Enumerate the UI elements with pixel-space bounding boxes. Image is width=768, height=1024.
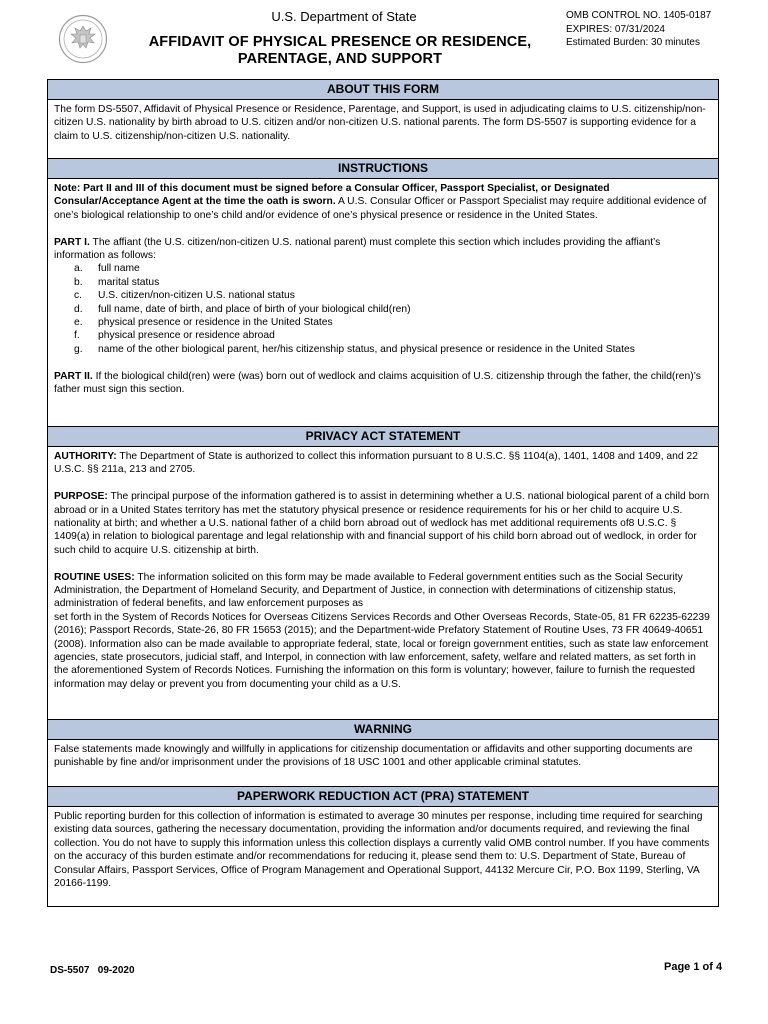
purpose-label: PURPOSE: [54, 491, 108, 503]
note-bold-text: Note: Part II and III of this document must be signed before a Consular Officer, Passport Specialist, or Designated Consular/Acceptance Agent at the time the oath is sworn. [54, 183, 610, 208]
purpose-paragraph [54, 490, 712, 557]
part2-text: If the biological child(ren) were (was) born out of wedlock and claims acquisition of U.S. citizenship through the father, the child(ren)’s father must sign this section. [54, 370, 701, 396]
expiration-date: EXPIRES: 07/31/2024 [566, 23, 665, 35]
instructions-note [54, 182, 712, 222]
routine-uses-paragraph [54, 571, 712, 611]
note-text: A U.S. Consular Officer or Passport Specialist may require additional evidence of one’s biological relationship to one’s child and/or evidence of one’s physical presence or residence in the United States. [54, 196, 707, 221]
list-item [54, 276, 712, 289]
form-id: DS-5507 09-2020 [50, 965, 135, 976]
list-item-letter: b. [74, 276, 83, 288]
privacy-act-section [47, 426, 719, 720]
about-section [47, 79, 719, 159]
part1-text: The affiant (the U.S. citizen/non-citizen U.S. national parent) must complete this section which includes providing the affiant’s information as follows: [54, 236, 661, 262]
list-item [54, 262, 712, 275]
authority-text: The Department of State is authorized to collect this information pursuant to 8 U.S.C. §§ 1104(a), 1401, 1408 and 1409, and 22 U.S.C. §§ 211a, 213 and 2705. [54, 451, 698, 476]
list-item-letter: d. [74, 303, 83, 315]
pra-heading: PAPERWORK REDUCTION ACT (PRA) STATEMENT [48, 787, 718, 807]
affiant-info-list [54, 262, 712, 356]
privacy-heading: PRIVACY ACT STATEMENT [48, 427, 718, 447]
list-item [54, 329, 712, 342]
list-item-text: U.S. citizen/non-citizen U.S. national status [98, 290, 295, 302]
list-item-letter: a. [74, 263, 83, 275]
form-title-line1: AFFIDAVIT OF PHYSICAL PRESENCE OR RESIDENCE, [148, 34, 532, 50]
list-item-text: full name [98, 263, 140, 275]
list-item-text: name of the other biological parent, her/his citizenship status, and physical presence or residence in the United States [98, 343, 635, 355]
warning-section [47, 719, 719, 787]
list-item-text: marital status [98, 276, 160, 288]
form-header [0, 0, 768, 76]
part2-paragraph [54, 370, 712, 397]
list-item-text: physical presence or residence abroad [98, 330, 275, 342]
part1-paragraph [54, 236, 712, 263]
list-item-text: physical presence or residence in the United States [98, 317, 333, 329]
list-item-letter: e. [74, 317, 83, 329]
about-text: The form DS-5507, Affidavit of Physical Presence or Residence, Parentage, and Support, is used in adjudicating claims to U.S. citizenship/non-citizen U.S. nationality by birth abroad to U.S. citizen and/or non-citizen U.S. national parents. The form DS-5507 is supporting evidence for a claim to U.S. citizenship/non-citizen U.S. nationality. [54, 104, 706, 142]
list-item-letter: c. [74, 290, 83, 302]
pra-section [47, 786, 719, 907]
page-number: Page 1 of 4 [664, 961, 723, 973]
routine-uses-text: The information solicited on this form may be made available to Federal government entities such as the Social Security Administration, the Department of Homeland Security, and Department of Justice, in connection with determinations of citizenship status, administration of federal benefits, and law enforcement purposes as [54, 571, 683, 610]
routine-uses-continued: set forth in the System of Records Notices for Overseas Citizens Services Records and Other Overseas Records, State-05, 81 FR 62235-62239 (2016); Passport Records, State-26, 80 FR 15653 (2015); and the Department-wide Prefatory Statement of Routine Uses, 73 FR 40649-40651 (2008). Information also can be made available to appropriate federal, state, local or foreign government entities, such as state law enforcement agencies, state prosecutors, judicial staff, and Interpol, in connection with law enforcement, safety, welfare and related matters, as set forth in the aforementioned System of Records Notices. Furnishing the information on this form is voluntary; however, failure to furnish the requested information may delay or prevent you from documenting your child as a U.S. [54, 611, 710, 690]
list-item [54, 303, 712, 316]
authority-label: AUTHORITY: [54, 451, 117, 462]
omb-control-number: OMB CONTROL NO. 1405-0187 [566, 10, 712, 21]
list-item [54, 289, 712, 302]
list-item-letter: g. [74, 343, 83, 355]
part1-label: PART I. [54, 236, 90, 248]
part2-label: PART II. [54, 370, 93, 382]
form-title-line2: PARENTAGE, AND SUPPORT [237, 51, 443, 67]
department-name: U.S. Department of State [271, 9, 417, 24]
estimated-burden: Estimated Burden: 30 minutes [566, 37, 700, 48]
routine-uses-label: ROUTINE USES: [54, 571, 135, 583]
form-title [120, 34, 560, 68]
instructions-heading: INSTRUCTIONS [48, 159, 718, 179]
pra-text: Public reporting burden for this collection of information is estimated to average 30 minutes per response, including time required for searching existing data sources, gathering the necessary documentation, providing the information and/or documents required, and reviewing the final collection. You do not have to supply this information unless this collection displays a currently valid OMB control number. If you have comments on the accuracy of this burden estimate and/or recommendations for reducing it, please send them to: U.S. Department of State, Bureau of Consular Affairs, Passport Services, Office of Program Management and Operational Support, 44132 Mercure Cir, P.O. Box 1199, Sterling, VA 20166-1199. [54, 811, 710, 890]
purpose-text: The principal purpose of the information gathered is to assist in determining whether a U.S. national biological parent of a child born abroad or in a United States territory has met the statutory physical presence or residence requirements for his or her child to acquire U.S. nationality at birth; and whether a U.S. national father of a child born abroad out of wedlock has met additional requirements of8 U.S.C. § 1409(a) in relation to biological parentage and legal relationship with and financial support of his child born abroad out of wedlock, in order for such child to acquire U.S. citizenship at birth. [54, 491, 710, 556]
authority-paragraph [54, 450, 712, 477]
about-heading: ABOUT THIS FORM [48, 80, 718, 100]
instructions-section [47, 158, 719, 427]
list-item [54, 316, 712, 329]
list-item-text: full name, date of birth, and place of birth of your biological child(ren) [98, 303, 411, 315]
list-item [54, 343, 712, 356]
warning-heading: WARNING [48, 720, 718, 740]
list-item-letter: f. [74, 330, 80, 342]
warning-text: False statements made knowingly and willfully in applications for citizenship documentation or affidavits and other supporting documents are punishable by fine and/or imprisonment under the provisions of 18 USC 1001 and other applicable criminal statutes. [54, 744, 693, 769]
omb-info [566, 9, 711, 50]
